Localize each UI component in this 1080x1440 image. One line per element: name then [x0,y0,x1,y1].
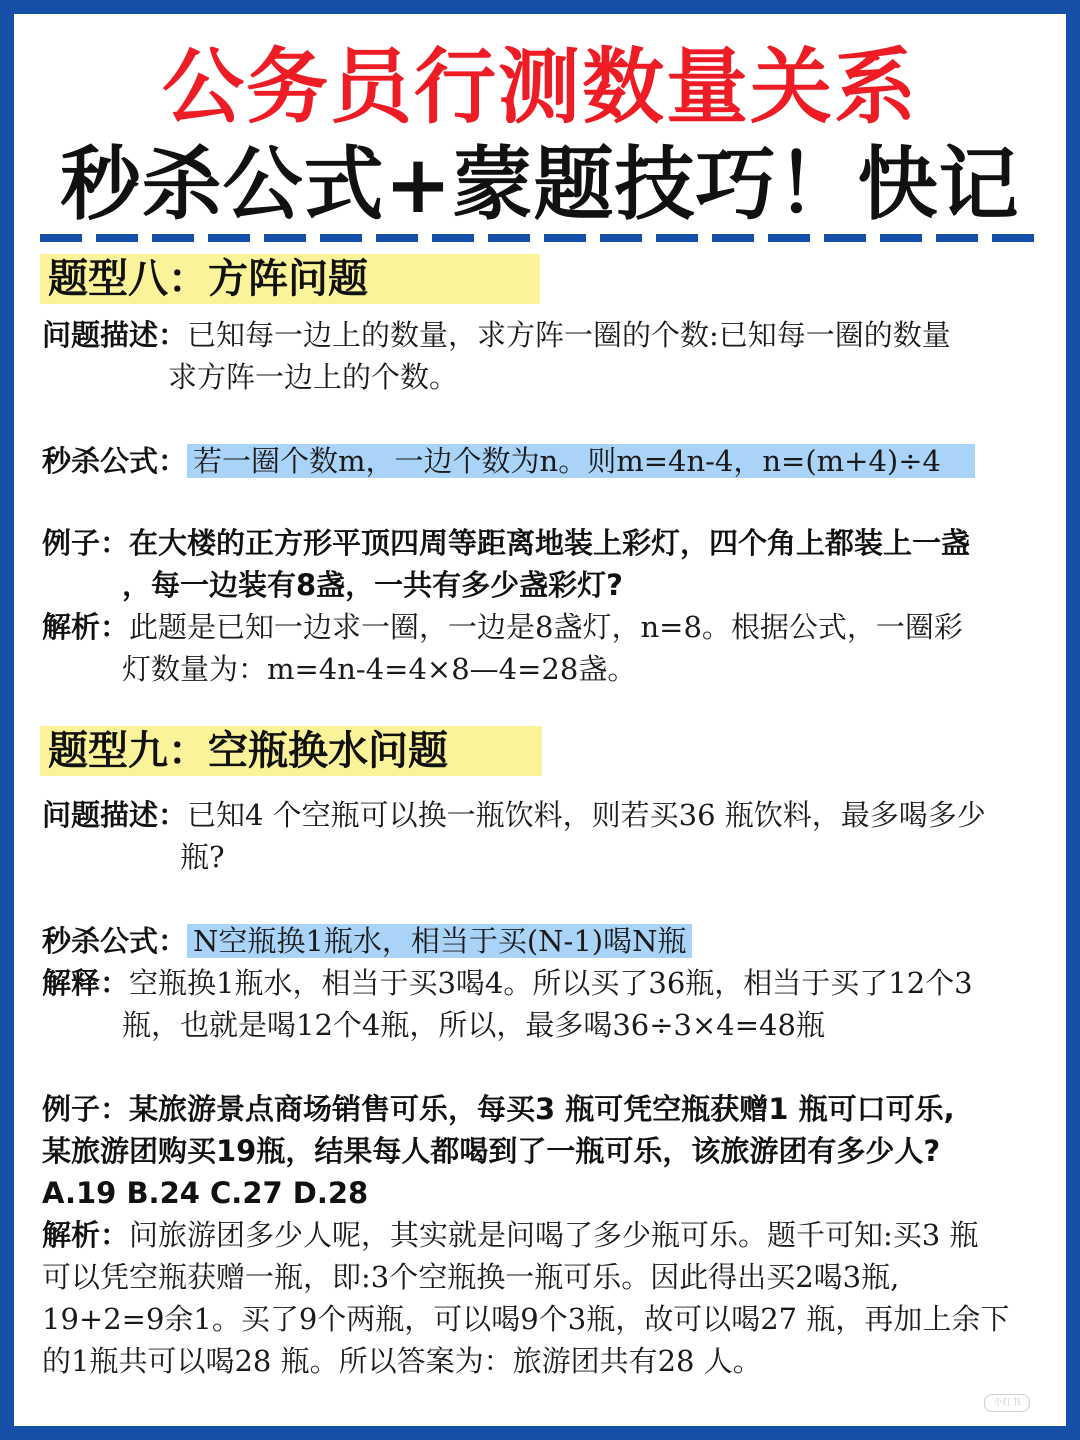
description-text-cont: 瓶? [180,840,225,874]
dashed-divider [40,234,1040,242]
analysis-text: 此题是已知一边求一圈，一边是8盏灯，n=8。根据公式，一圈彩 [129,610,963,644]
formula-highlight: 若一圈个数m，一边个数为n。则m=4n-4，n=(m+4)÷4 [187,444,975,478]
section-9-heading: 题型九：空瓶换水问题 [40,726,542,776]
description-label: 问题描述： [42,318,188,352]
analysis-text-cont: 灯数量为：m=4n-4=4×8—4=28盏。 [122,652,637,686]
section-9-example [42,1088,1042,1214]
section-9-explanation [42,962,1042,1046]
description-label: 问题描述： [42,798,188,832]
analysis-text-line4: 的1瓶共可以喝28 瓶。所以答案为：旅游团共有28 人。 [42,1344,762,1378]
example-text: 在大楼的正方形平顶四周等距离地装上彩灯，四个角上都装上一盏 [129,526,971,560]
analysis-text-line2: 可以凭空瓶获赠一瓶，即:3个空瓶换一瓶可乐。因此得出买2喝3瓶, [42,1260,900,1294]
section-8-formula [42,440,1042,482]
formula-highlight: N空瓶换1瓶水，相当于买(N-1)喝N瓶 [187,924,692,958]
section-9-formula [42,920,1042,962]
section-9-analysis [42,1214,1042,1382]
explanation-label: 解释： [42,966,130,1000]
explanation-text-cont: 瓶，也就是喝12个4瓶，所以，最多喝36÷3×4=48瓶 [122,1008,825,1042]
analysis-label: 解析： [42,1218,130,1252]
section-8-heading: 题型八：方阵问题 [40,254,540,304]
description-text: 已知4 个空瓶可以换一瓶饮料，则若买36 瓶饮料，最多喝多少 [187,798,986,832]
section-8-analysis [42,606,1042,690]
formula-label: 秒杀公式： [42,924,188,958]
section-9-description [42,794,1042,878]
section-8-example [42,522,1042,606]
example-text-cont: ，每一边装有8盏，一共有多少盏彩灯? [122,568,624,602]
content-card [14,14,1066,1426]
page-title: 公务员行测数量关系 [161,40,918,135]
example-label: 例子： [42,1092,130,1126]
analysis-text-line3: 19+2=9余1。买了9个两瓶，可以喝9个3瓶，故可以喝27 瓶，再加上余下 [42,1302,1010,1336]
example-text: 某旅游景点商场销售可乐，每买3 瓶可凭空瓶获赠1 瓶可口可乐, [129,1092,955,1126]
formula-label: 秒杀公式： [42,444,188,478]
description-text-cont: 求方阵一边上的个数。 [168,360,459,394]
watermark-logo: 小红书 [984,1394,1030,1412]
explanation-text: 空瓶换1瓶水，相当于买3喝4。所以买了36瓶，相当于买了12个3 [129,966,973,1000]
section-8-description [42,314,1042,398]
analysis-text: 问旅游团多少人呢，其实就是问喝了多少瓶可乐。题千可知:买3 瓶 [129,1218,979,1252]
page-subtitle: 秒杀公式+蒙题技巧！快记 [60,138,1020,231]
example-label: 例子： [42,526,130,560]
analysis-label: 解析： [42,610,130,644]
example-options: A.19 B.24 C.27 D.28 [42,1176,369,1210]
description-text: 已知每一边上的数量，求方阵一圈的个数:已知每一圈的数量 [187,318,951,352]
example-text-cont: 某旅游团购买19瓶，结果每人都喝到了一瓶可乐，该旅游团有多少人? [42,1134,941,1168]
